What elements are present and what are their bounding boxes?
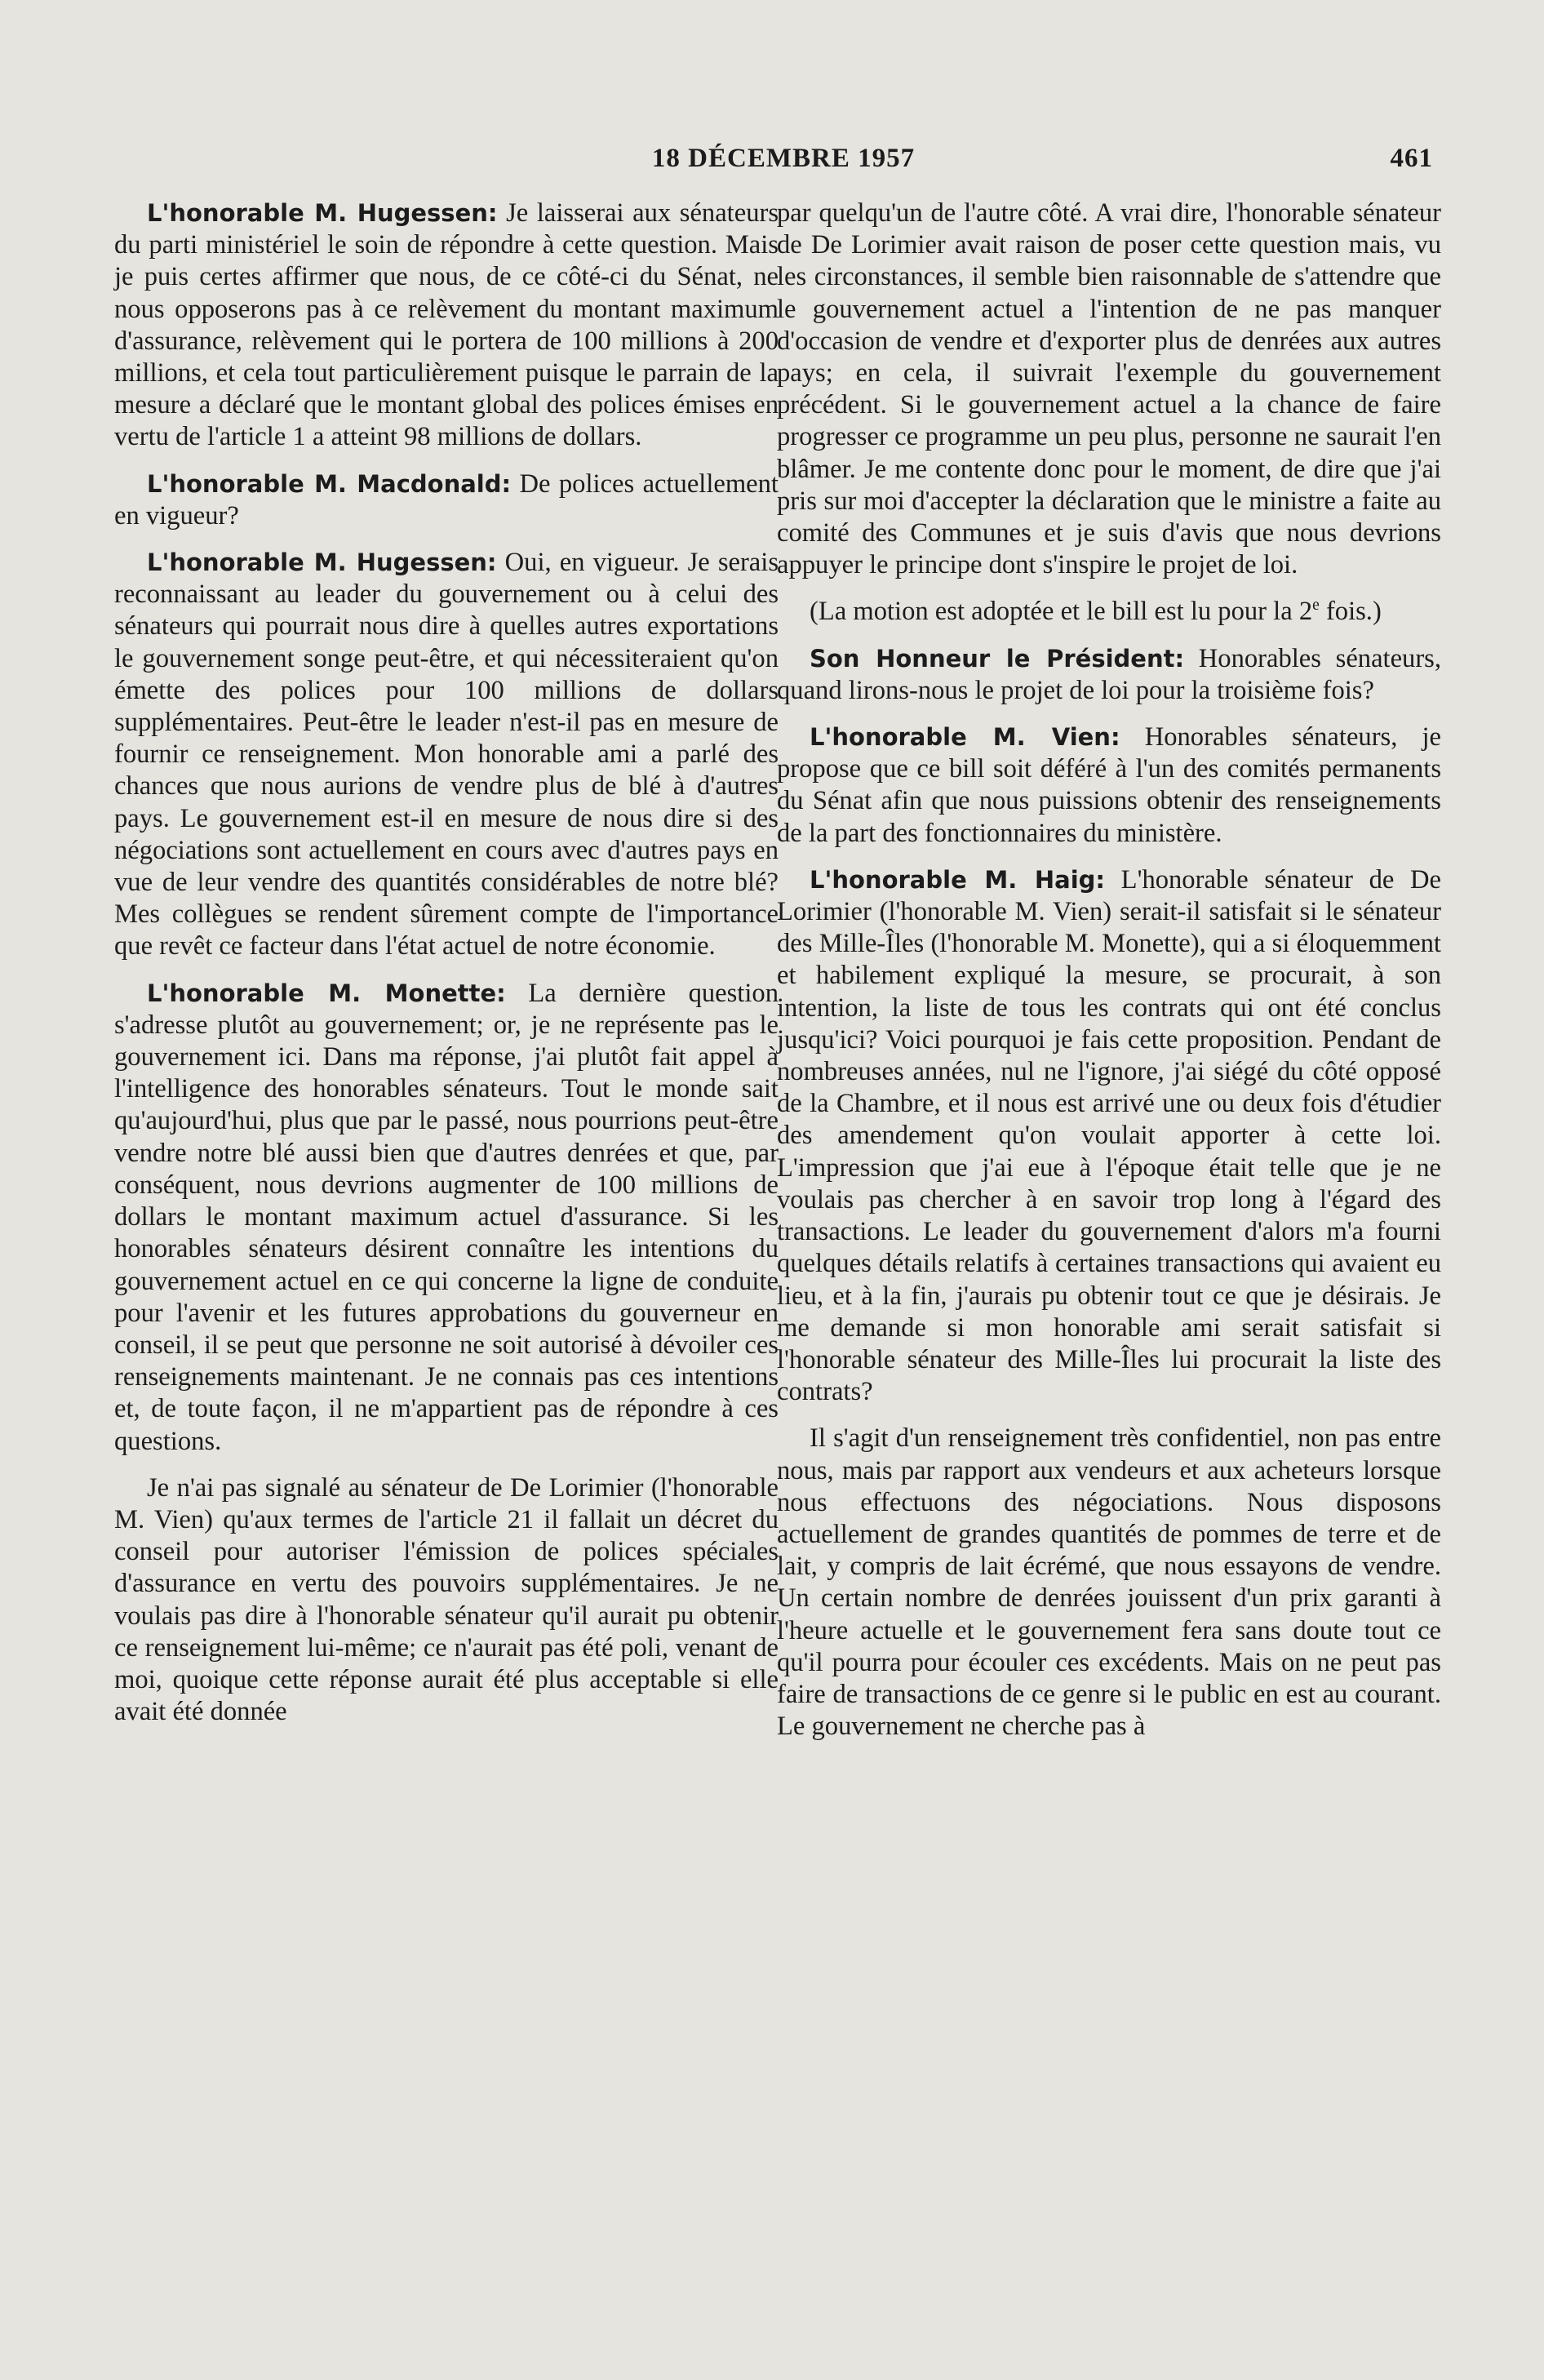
speaker-name: L'honorable M. Macdonald: [147,469,512,498]
speaker-name: L'honorable M. Haig: [810,865,1105,894]
speaker-name: L'honorable M. Hugessen: [147,548,497,577]
left-column [114,198,779,1743]
paragraph-text: Je n'ai pas signalé au sénateur de De Lorimier (l'honorable M. Vien) qu'aux termes de l'article 21 il fallait un décret du conseil pour autoriser l'émission de polices spéciales d'assurance en vertu des pouvoirs supplémentaires. Je ne voulais pas dire à l'honorable sénateur qu'il aurait pu obtenir ce renseignement lui-même; ce n'aurait pas été poli, venant de moi, quoique cette réponse aurait été plus acceptable si elle avait été donnée [114,1472,779,1727]
paragraph-text: fois.) [1319,597,1382,627]
paragraph-text: La dernière question s'adresse plutôt au gouvernement; or, je ne représente pas le gouvernement ici. Dans ma réponse, j'ai plutôt fait appel à l'intelligence des honorables sénateurs. Tout le monde sait qu'aujourd'hui, plus que par le passé, nous pourrions peut-être vendre notre blé aussi bien que d'autres denrées et que, par conséquent, nous devrions augmenter de 100 millions de dollars le montant maximum actuel d'assurance. Si les honorables sénateurs désirent connaître les intentions du gouvernement actuel en ce qui concerne la ligne de conduite pour l'avenir et les futures approbations du gouverneur en conseil, il se peut que personne ne soit autorisé à dévoiler ces renseignements maintenant. Je ne connais pas ces intentions et, de toute façon, il ne m'appartient pas de répondre à ces questions. [114,978,779,1456]
paragraph [777,1423,1441,1743]
superscript: e [1312,597,1320,615]
paragraph-text: Je laisserai aux sénateurs du parti ministériel le soin de répondre à cette question. Mais je puis certes affirmer que nous, de ce côté-ci du Sénat, ne nous opposerons pas à ce relèvement du montant maximum d'assurance, relèvement qui le portera de 100 millions à 200 millions, et cela tout particulièrement puisque le parrain de la mesure a déclaré que le montant global des polices émises en vertu de l'article 1 a atteint 98 millions de dollars. [114,198,779,452]
paragraph [114,978,779,1458]
paragraph [777,722,1441,850]
paragraph [777,198,1441,581]
paragraph [114,198,779,454]
page-header [122,144,1444,180]
paragraph-text: L'honorable sénateur de De Lorimier (l'honorable M. Vien) serait-il satisfait si le sénateur des Mille-Îles (l'honorable M. Monette), qui a si éloquemment et habilement expliqué la mesure, se procurait, à son intention, la liste de tous les contrats qui ont été conclus jusqu'ici? Voici pourquoi je fais cette proposition. Pendant de nombreuses années, nul ne l'ignore, j'ai siégé du côté opposé de la Chambre, et il nous est arrivé une ou deux fois d'étudier des amendement qu'on voulait apporter à cette loi. L'impression que j'ai eue à l'époque était telle que je ne voulais pas chercher à en savoir trop long à l'égard des transactions. Le leader du gouvernement d'alors m'a fourni quelques détails relatifs à certaines transactions qui avaient eu lieu, et à la fin, j'aurais pu obtenir tout ce que je désirais. Je me demande si mon honorable ami serait satisfait si l'honorable sénateur des Mille-Îles lui procurait la liste des contrats? [777,864,1441,1407]
paragraph [777,864,1441,1408]
paragraph-text: Honorables sénateurs, je propose que ce bill soit déféré à l'un des comités permanents du Sénat afin que nous puissions obtenir des renseignements de la part des fonctionnaires du ministère. [777,722,1442,848]
speaker-name: L'honorable M. Vien: [810,723,1120,752]
page-number: 461 [1390,144,1433,173]
page-date: 18 DÉCEMBRE 1957 [651,144,916,173]
paragraph-text: (La motion est adoptée et le bill est lu pour la 2 [810,597,1313,627]
paragraph-text: Honorables sénateurs, quand lirons-nous le projet de loi pour la troisième fois? [777,643,1441,705]
paragraph [777,596,1441,628]
paragraph [777,643,1441,707]
paragraph-text: par quelqu'un de l'autre côté. A vrai dire, l'honorable sénateur de De Lorimier avait raison de poser cette question mais, vu les circonstances, il semble bien raisonnable de s'attendre que le gouvernement actuel a l'intention de ne pas manquer d'occasion de vendre et d'exporter plus de denrées aux autres pays; en cela, il suivrait l'exemple du gouvernement précédent. Si le gouvernement actuel a la chance de faire progresser ce programme un peu plus, personne ne saurait l'en blâmer. Je me contente donc pour le moment, de dire que j'ai pris sur moi d'accepter la déclaration que le ministre a faite au comité des Communes et je suis d'avis que nous devrions appuyer le principe dont s'inspire le projet de loi. [777,198,1441,580]
paragraph [114,468,779,532]
paragraph-text: De polices actuellement en vigueur? [114,468,779,531]
paragraph [114,547,779,963]
paragraph [114,1472,779,1729]
speaker-name: Son Honneur le Président: [810,644,1185,673]
right-column [777,198,1441,1757]
speaker-name: L'honorable M. Hugessen: [147,199,498,227]
speaker-name: L'honorable M. Monette: [147,979,506,1007]
paragraph-text: Oui, en vigueur. Je serais reconnaissant au leader du gouvernement ou à celui des sénateurs qui pourrait nous dire à quelles autres exportations le gouvernement songe peut-être, et qui nécessiteraient qu'on émette des polices pour 100 millions de dollars supplémentaires. Peut-être le leader n'est-il pas en mesure de fournir ce renseignement. Mon honorable ami a parlé des chances que nous aurions de vendre plus de blé à d'autres pays. Le gouvernement est-il en mesure de nous dire si des négociations sont actuellement en cours avec d'autres pays en vue de leur vendre des quantités considérables de notre blé? Mes collègues se rendent sûrement compte de l'importance que revêt ce facteur dans l'état actuel de notre économie. [114,548,779,961]
paragraph-text: Il s'agit d'un renseignement très confidentiel, non pas entre nous, mais par rapport aux vendeurs et aux acheteurs lorsque nous effectuons des négociations. Nous disposons actuellement de grandes quantités de pommes de terre et de lait, y compris de lait écrémé, que nous essayons de vendre. Un certain nombre de denrées jouissent d'un prix garanti à l'heure actuelle et le gouvernement fera sans doute tout ce qu'il pourra pour écouler ces excédents. Mais on ne peut pas faire de transactions de ce genre si le public en est au courant. Le gouvernement ne cherche pas à [777,1423,1441,1742]
